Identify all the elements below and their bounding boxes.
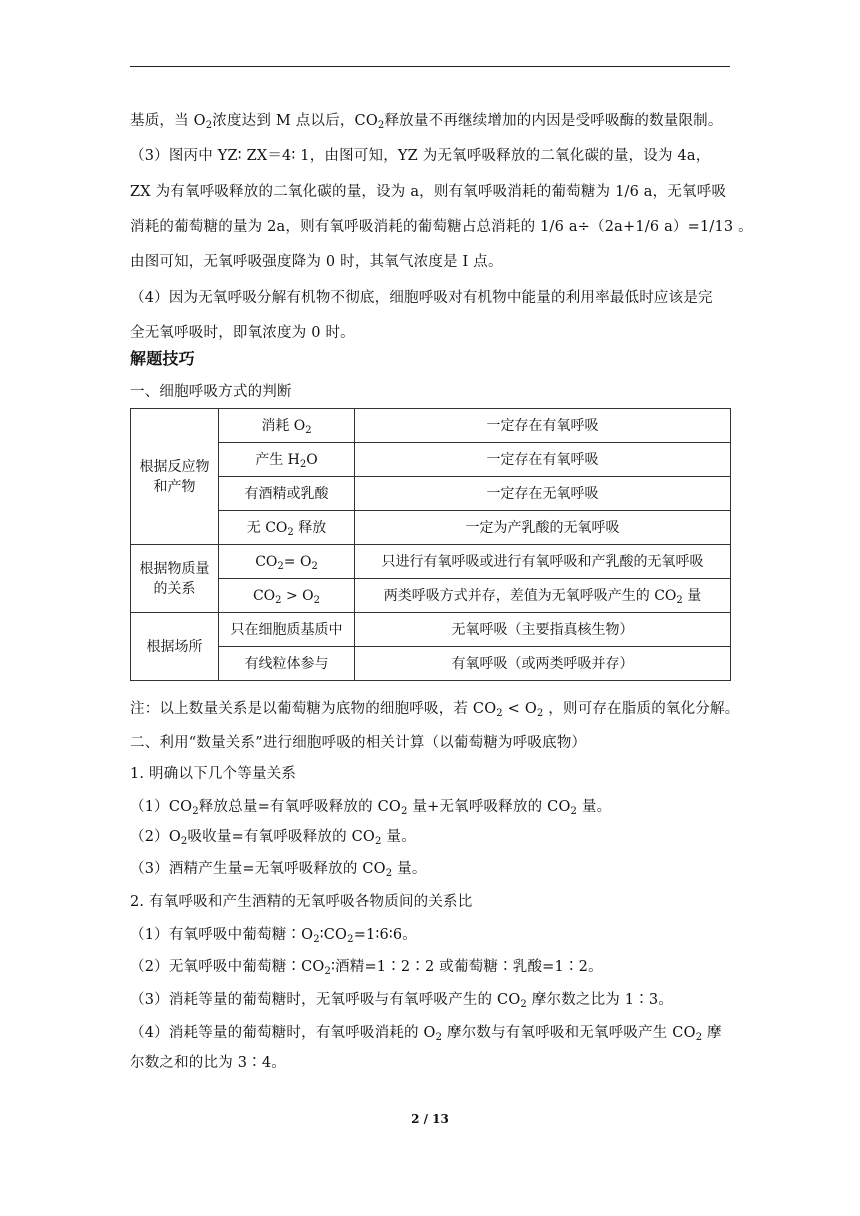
subscript: 2 xyxy=(205,120,213,131)
text-run: 基质，当 O xyxy=(130,113,206,129)
text-run: 1. 明确以下几个等量关系 xyxy=(130,766,297,782)
paragraph-line xyxy=(130,958,730,976)
criterion-cell: 根据物质量的关系 xyxy=(131,545,219,613)
text-run: 一定存在有氧呼吸 xyxy=(486,451,599,468)
text-run: 吸收量=有氧呼吸释放的 CO xyxy=(187,829,376,845)
table-row xyxy=(131,477,731,511)
text-run: 量。 xyxy=(381,829,416,845)
criterion-cell: 根据反应物和产物 xyxy=(131,409,219,545)
paragraph-line xyxy=(130,734,730,752)
text-run: 摩尔数与有氧呼吸和无氧呼吸产生 CO xyxy=(442,1025,696,1041)
condition-cell xyxy=(219,545,355,579)
condition-cell xyxy=(219,511,355,545)
text-run: 无 CO xyxy=(246,519,288,536)
text-run: （3）酒精产生量=无氧呼吸释放的 CO xyxy=(130,861,386,877)
subscript: 2 xyxy=(313,934,320,945)
text-run: 注：以上数量关系是以葡萄糖为底物的细胞呼吸，若 CO xyxy=(130,701,497,717)
text-run: （2）无氧呼吸中葡萄糖∶CO xyxy=(130,959,325,975)
text-run: 释放量不再继续增加的内因是受呼吸酶的数量限制。 xyxy=(384,113,723,129)
text-run: 有酒精或乳酸 xyxy=(244,485,329,502)
text-run: 一定为产乳酸的无氧呼吸 xyxy=(465,519,620,536)
text-run: （2）O xyxy=(130,829,181,845)
text-run: 摩尔数之比为 1∶3。 xyxy=(526,992,674,1008)
text-run: CO xyxy=(255,553,278,570)
paragraph-line xyxy=(130,991,730,1009)
paragraph-line xyxy=(130,218,753,236)
text-run: （3）图丙中 YZ∶ ZX＝4∶ 1，由图可知，YZ 为无氧呼吸释放的二氧化碳的量，设为 4a， xyxy=(130,148,711,164)
result-cell xyxy=(355,545,731,579)
subscript: 2 xyxy=(435,1032,443,1043)
text-run: 有线粒体参与 xyxy=(244,655,329,672)
condition-cell xyxy=(219,409,355,443)
text-run: ZX 为有氧呼吸释放的二氧化碳的量，设为 a，则有氧呼吸消耗的葡萄糖为 1/6 a，无氧呼吸 xyxy=(130,184,727,200)
text-run: 无氧呼吸（主要指真核生物） xyxy=(451,621,634,638)
condition-cell xyxy=(219,579,355,613)
text-run: ∶CO xyxy=(319,927,348,943)
text-run: 释放 xyxy=(293,519,327,536)
text-run: 全无氧呼吸时，即氧浓度为 0 时。 xyxy=(130,325,355,341)
result-cell xyxy=(355,647,731,681)
condition-cell xyxy=(219,647,355,681)
table-row xyxy=(131,409,731,443)
text-run: 量 xyxy=(682,587,702,604)
text-run: = O xyxy=(283,553,312,570)
text-run: =1∶6∶6。 xyxy=(353,927,417,943)
paragraph-line xyxy=(130,860,730,878)
table-row xyxy=(131,613,731,647)
header-rule xyxy=(130,66,730,67)
text-run: 量。 xyxy=(392,861,427,877)
text-run: O xyxy=(306,451,318,468)
subscript: 2 xyxy=(313,594,321,606)
paragraph-line xyxy=(130,1054,730,1072)
text-run: 只进行有氧呼吸或进行有氧呼吸和产乳酸的无氧呼吸 xyxy=(381,553,704,570)
text-run: （1）有氧呼吸中葡萄糖∶O xyxy=(130,927,314,943)
subscript: 2 xyxy=(536,708,544,719)
text-run: 消耗的葡萄糖的量为 2a，则有氧呼吸消耗的葡萄糖占总消耗的 1/6 a÷（2a+1/6 a）=1/13 。 xyxy=(130,219,753,235)
text-run: 释放总量=有氧呼吸释放的 CO xyxy=(198,799,402,815)
paragraph-line xyxy=(130,253,730,271)
text-run: 2. 有氧呼吸和产生酒精的无氧呼吸各物质间的关系比 xyxy=(130,894,473,910)
text-run: 两类呼吸方式并存，差值为无氧呼吸产生的 CO xyxy=(383,587,677,604)
subscript: 2 xyxy=(570,806,578,817)
table-row xyxy=(131,443,731,477)
text-run: 量+无氧呼吸释放的 CO xyxy=(407,799,571,815)
page-number: 2 / 13 xyxy=(411,1112,449,1126)
table-row xyxy=(131,647,731,681)
criterion-cell: 根据场所 xyxy=(131,613,219,681)
condition-cell xyxy=(219,443,355,477)
subscript: 2 xyxy=(695,1032,703,1043)
text-run: 有氧呼吸（或两类呼吸并存） xyxy=(451,655,634,672)
text-run: （4）因为无氧呼吸分解有机物不彻底，细胞呼吸对有机物中能量的利用率最低时应该是完 xyxy=(130,290,713,306)
text-run: 量。 xyxy=(577,799,612,815)
text-run: （3）消耗等量的葡萄糖时，无氧呼吸与有氧呼吸产生的 CO xyxy=(130,992,521,1008)
text-run: < O xyxy=(502,701,537,717)
table-row xyxy=(131,545,731,579)
table-row xyxy=(131,511,731,545)
subscript: 2 xyxy=(180,836,188,847)
subscript: 2 xyxy=(375,836,382,847)
subscript: 2 xyxy=(192,806,199,817)
text-run: 一定存在无氧呼吸 xyxy=(486,485,599,502)
text-run: CO xyxy=(252,587,276,604)
respiration-judgement-table xyxy=(130,408,731,681)
paragraph-line xyxy=(130,700,740,719)
result-cell xyxy=(355,511,731,545)
condition-cell xyxy=(219,613,355,647)
result-cell xyxy=(355,477,731,511)
paragraph-line xyxy=(130,183,730,201)
subscript: 2 xyxy=(520,999,527,1010)
paragraph-line xyxy=(130,893,730,911)
table-row xyxy=(131,579,731,613)
text-run: 摩 xyxy=(702,1025,722,1041)
result-cell xyxy=(355,409,731,443)
subscript: 2 xyxy=(676,594,683,606)
section-heading: 解题技巧 xyxy=(130,349,195,368)
subscript: 2 xyxy=(324,966,332,977)
text-run: 消耗 O xyxy=(261,417,306,434)
subscript: 2 xyxy=(377,120,385,131)
text-run: 尔数之和的比为 3∶4。 xyxy=(130,1055,286,1071)
paragraph-line xyxy=(130,324,730,342)
text-run: ∶酒精=1∶2∶2 或葡萄糖∶乳酸=1∶2。 xyxy=(331,959,603,975)
paragraph-line xyxy=(130,1024,730,1042)
subscript: 2 xyxy=(347,934,354,945)
result-cell xyxy=(355,613,731,647)
result-cell xyxy=(355,579,731,613)
subscript: 2 xyxy=(496,708,503,719)
condition-cell xyxy=(219,477,355,511)
paragraph-line xyxy=(130,926,730,944)
subscript: 2 xyxy=(311,560,318,572)
result-cell xyxy=(355,443,731,477)
text-run: 一定存在有氧呼吸 xyxy=(486,417,599,434)
subscript: 2 xyxy=(299,458,307,470)
text-run: ，则可存在脂质的氧化分解。 xyxy=(543,701,740,717)
paragraph-line xyxy=(130,289,730,307)
subscript: 2 xyxy=(277,560,284,572)
paragraph-line xyxy=(130,147,730,165)
text-run: > O xyxy=(281,587,314,604)
subscript: 2 xyxy=(401,806,408,817)
text-run: 由图可知，无氧呼吸强度降为 0 时，其氧气浓度是 I 点。 xyxy=(130,254,503,270)
text-run: 浓度达到 M 点以后，CO xyxy=(212,113,378,129)
text-run: （4）消耗等量的葡萄糖时，有氧呼吸消耗的 O xyxy=(130,1025,436,1041)
text-run: （1）CO xyxy=(130,799,193,815)
subscript: 2 xyxy=(287,526,294,538)
paragraph-line xyxy=(130,112,730,130)
text-run: 只在细胞质基质中 xyxy=(230,621,343,638)
text-run: 产生 H xyxy=(255,451,300,468)
paragraph-line xyxy=(130,765,730,783)
section-title: 一、细胞呼吸方式的判断 xyxy=(130,384,292,400)
paragraph-line xyxy=(130,798,730,816)
subscript: 2 xyxy=(275,594,282,606)
text-run: 二、利用“数量关系”进行细胞呼吸的相关计算（以葡萄糖为呼吸底物） xyxy=(130,735,587,751)
subscript: 2 xyxy=(305,424,312,436)
paragraph-line xyxy=(130,828,730,846)
subscript: 2 xyxy=(385,868,393,879)
